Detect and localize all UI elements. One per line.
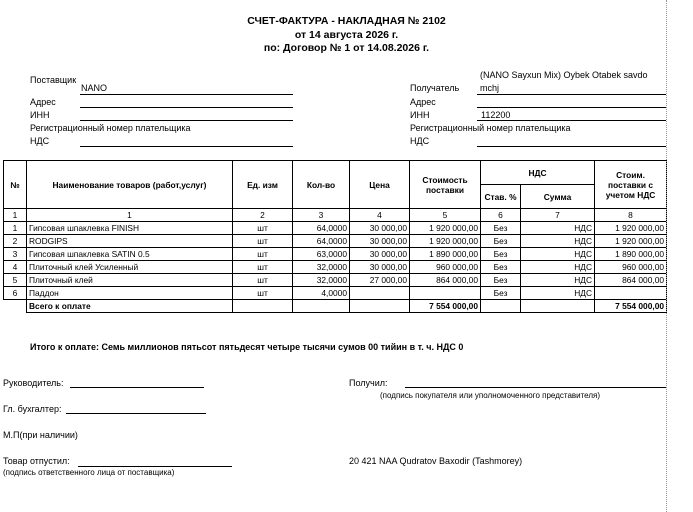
recipient-inn-line xyxy=(477,120,666,121)
row-price xyxy=(350,287,410,300)
received-value: 20 421 NAA Qudratov Baxodir (Tashmorey) xyxy=(349,456,523,466)
row-unit: шт xyxy=(233,261,293,274)
column-number: 1 xyxy=(4,209,27,222)
row-cost: 864 000,00 xyxy=(410,274,481,287)
col-header-price: Цена xyxy=(350,161,410,209)
row-qty: 64,0000 xyxy=(293,235,350,248)
col-header-total: Стоим. поставки с учетом НДС xyxy=(595,161,667,209)
page-right-margin xyxy=(666,0,693,512)
accountant-label: Гл. бухгалтер: xyxy=(3,404,62,414)
table-row xyxy=(4,235,667,248)
row-price: 30 000,00 xyxy=(350,261,410,274)
supplier-nds-line xyxy=(80,146,293,147)
row-total: 1 920 000,00 xyxy=(595,235,667,248)
supplier-address-label: Адрес xyxy=(30,97,56,107)
stamp-label: М.П(при наличии) xyxy=(3,430,78,440)
row-qty: 64,0000 xyxy=(293,222,350,235)
invoice-title: СЧЕТ-ФАКТУРА - НАКЛАДНАЯ № 2102 xyxy=(247,15,446,27)
row-unit: шт xyxy=(233,235,293,248)
row-price: 30 000,00 xyxy=(350,222,410,235)
row-num: 5 xyxy=(4,274,27,287)
row-name: Гипсовая шпаклевка FINISH xyxy=(27,222,233,235)
released-label: Товар отпустил: xyxy=(3,456,70,466)
row-total: 1 890 000,00 xyxy=(595,248,667,261)
supplier-inn-line xyxy=(80,120,293,121)
row-total: 864 000,00 xyxy=(595,274,667,287)
row-rate: Без xyxy=(481,287,521,300)
row-name: Плиточный клей Усиленный xyxy=(27,261,233,274)
row-price: 30 000,00 xyxy=(350,235,410,248)
row-qty: 32,0000 xyxy=(293,261,350,274)
column-number: 4 xyxy=(350,209,410,222)
total-cost: 7 554 000,00 xyxy=(410,300,481,313)
row-name: Гипсовая шпаклевка SATIN 0.5 xyxy=(27,248,233,261)
row-sum: НДС xyxy=(521,287,595,300)
contract-line: по: Договор № 1 от 14.08.2026 г. xyxy=(263,42,430,54)
col-header-num: № xyxy=(4,161,27,209)
recipient-value-line1: (NANO Sayxun Mix) Oybek Otabek savdo xyxy=(480,70,648,80)
recipient-value-line2: mchj xyxy=(480,83,500,93)
row-qty: 32,0000 xyxy=(293,274,350,287)
table-row xyxy=(4,261,667,274)
row-cost: 1 920 000,00 xyxy=(410,235,481,248)
supplier-value: NANO xyxy=(81,83,108,93)
row-sum: НДС xyxy=(521,261,595,274)
recipient-inn-label: ИНН xyxy=(410,110,430,120)
row-sum: НДС xyxy=(521,274,595,287)
row-qty: 63,0000 xyxy=(293,248,350,261)
row-qty: 4,0000 xyxy=(293,287,350,300)
received-note: (подпись покупателя или уполномоченного представителя) xyxy=(380,391,601,400)
released-note: (подпись ответственного лица от поставщика) xyxy=(3,468,175,477)
row-cost: 960 000,00 xyxy=(410,261,481,274)
col-header-rate: Став. % xyxy=(481,185,521,209)
supplier-label: Поставщик xyxy=(30,75,77,85)
received-signature-line xyxy=(405,387,667,388)
row-unit: шт xyxy=(233,248,293,261)
column-number-row xyxy=(4,209,667,222)
director-label: Руководитель: xyxy=(3,378,64,388)
row-total xyxy=(595,287,667,300)
recipient-address-line xyxy=(477,107,666,108)
supplier-inn-label: ИНН xyxy=(30,110,50,120)
row-num: 3 xyxy=(4,248,27,261)
column-number: 6 xyxy=(481,209,521,222)
row-cost: 1 890 000,00 xyxy=(410,248,481,261)
row-num: 4 xyxy=(4,261,27,274)
row-unit: шт xyxy=(233,222,293,235)
total-with-nds: 7 554 000,00 xyxy=(595,300,667,313)
supplier-reg-label: Регистрационный номер плательщика xyxy=(30,123,191,133)
amount-in-words: Итого к оплате: Семь миллионов пятьсот пятьдесят четыре тысячи сумов 00 тийин в т. ч. НДС 0 xyxy=(30,342,464,352)
row-num: 2 xyxy=(4,235,27,248)
row-num: 6 xyxy=(4,287,27,300)
recipient-reg-label: Регистрационный номер плательщика xyxy=(410,123,571,133)
col-header-qty: Кол-во xyxy=(293,161,350,209)
row-name: RODGIPS xyxy=(27,235,233,248)
table-row xyxy=(4,248,667,261)
row-name: Паддон xyxy=(27,287,233,300)
released-signature-line xyxy=(78,466,232,467)
col-header-name: Наименование товаров (работ,услуг) xyxy=(27,161,233,209)
col-header-cost: Стоимость поставки xyxy=(410,161,481,209)
total-row xyxy=(4,300,667,313)
row-unit: шт xyxy=(233,287,293,300)
table-row xyxy=(4,222,667,235)
row-name: Плиточный клей xyxy=(27,274,233,287)
row-num: 1 xyxy=(4,222,27,235)
row-rate: Без xyxy=(481,274,521,287)
column-number: 1 xyxy=(27,209,233,222)
col-header-unit: Ед. изм xyxy=(233,161,293,209)
accountant-signature-line xyxy=(66,413,206,414)
row-rate: Без xyxy=(481,235,521,248)
received-label: Получил: xyxy=(349,378,388,388)
total-label: Всего к оплате xyxy=(27,300,233,313)
director-signature-line xyxy=(70,387,204,388)
invoice-table xyxy=(3,160,667,313)
supplier-address-line xyxy=(80,107,293,108)
table-row xyxy=(4,287,667,300)
row-price: 27 000,00 xyxy=(350,274,410,287)
column-number: 3 xyxy=(293,209,350,222)
row-cost: 1 920 000,00 xyxy=(410,222,481,235)
row-rate: Без xyxy=(481,248,521,261)
recipient-underline xyxy=(477,94,666,95)
row-rate: Без xyxy=(481,222,521,235)
column-number: 7 xyxy=(521,209,595,222)
recipient-inn-value: 112200 xyxy=(481,110,511,120)
supplier-underline xyxy=(80,94,293,95)
col-header-sum: Сумма xyxy=(521,185,595,209)
recipient-address-label: Адрес xyxy=(410,97,436,107)
column-number: 5 xyxy=(410,209,481,222)
row-unit: шт xyxy=(233,274,293,287)
column-number: 8 xyxy=(595,209,667,222)
recipient-nds-label: НДС xyxy=(410,136,430,146)
row-sum: НДС xyxy=(521,222,595,235)
row-total: 960 000,00 xyxy=(595,261,667,274)
column-number: 2 xyxy=(233,209,293,222)
row-sum: НДС xyxy=(521,235,595,248)
row-sum: НДС xyxy=(521,248,595,261)
recipient-nds-line xyxy=(477,146,666,147)
row-cost xyxy=(410,287,481,300)
recipient-label: Получатель xyxy=(410,83,460,93)
row-total: 1 920 000,00 xyxy=(595,222,667,235)
invoice-date: от 14 августа 2026 г. xyxy=(294,29,399,41)
row-rate: Без xyxy=(481,261,521,274)
col-header-nds: НДС xyxy=(481,161,595,185)
table-row xyxy=(4,274,667,287)
row-price: 30 000,00 xyxy=(350,248,410,261)
supplier-nds-label: НДС xyxy=(30,136,50,146)
